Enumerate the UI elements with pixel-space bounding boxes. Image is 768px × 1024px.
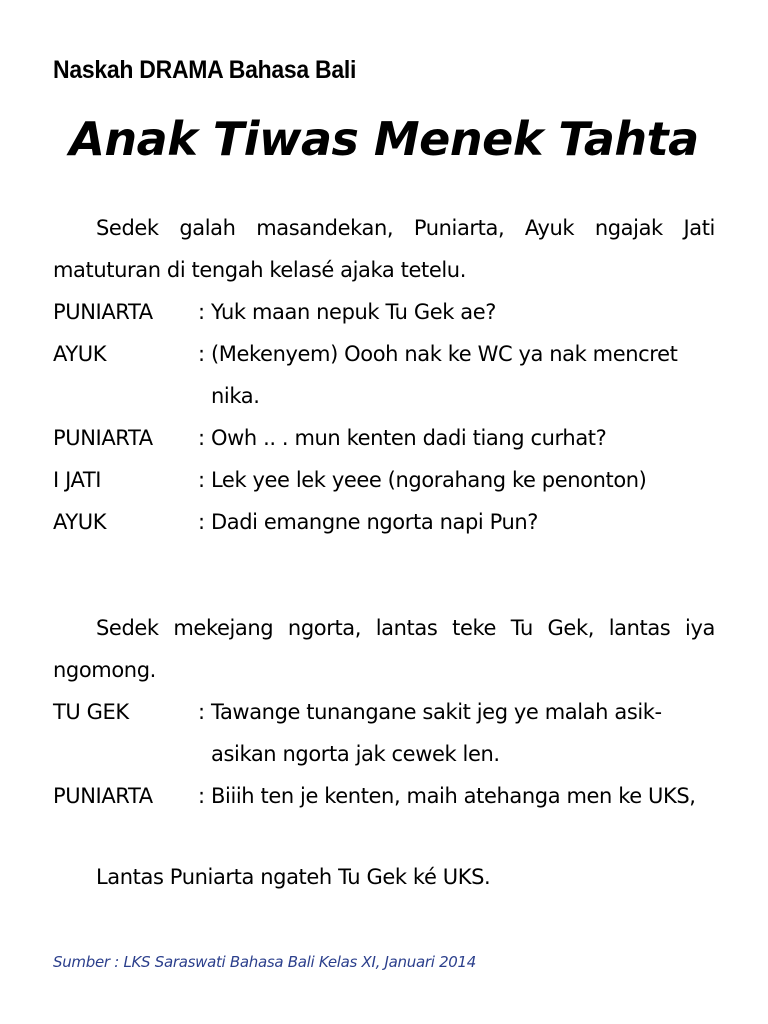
speech-line: asikan ngorta jak cewek len.	[211, 742, 500, 766]
speech-line: Lek yee lek yeee (ngorahang ke penonton)	[211, 468, 647, 492]
dialog-line	[53, 333, 715, 417]
drama-title: Anak Tiwas Menek Tahta	[69, 112, 699, 166]
speaker-name: PUNIARTA	[53, 300, 153, 324]
scene-1-narration: Sedek galah masandekan, Puniarta, Ayuk ngajak Jati matuturan di tengah kelasé ajaka tetelu.	[53, 216, 715, 282]
speech-line: Yuk maan nepuk Tu Gek ae?	[211, 300, 497, 324]
scene-3-narration: Lantas Puniarta ngateh Tu Gek ké UKS.	[96, 865, 491, 889]
dialog-line	[53, 501, 715, 543]
scene-2-narration: Sedek mekejang ngorta, lantas teke Tu Gek, lantas iya ngomong.	[53, 616, 715, 682]
speech-text	[211, 333, 715, 417]
speaker-colon: :	[198, 510, 205, 534]
speaker-colon: :	[198, 700, 205, 724]
speech-text	[211, 501, 715, 543]
speaker-name: PUNIARTA	[53, 426, 153, 450]
speaker-name: AYUK	[53, 510, 107, 534]
speech-line: nika.	[211, 384, 260, 408]
speaker-name: PUNIARTA	[53, 784, 153, 808]
scene-2	[53, 607, 715, 817]
dialog-line	[53, 691, 715, 775]
speech-line: (Mekenyem) Oooh nak ke WC ya nak mencret	[211, 342, 678, 366]
dialog-line	[53, 417, 715, 459]
speaker-name: TU GEK	[53, 700, 129, 724]
scene-3	[53, 856, 715, 898]
scene-1	[53, 207, 715, 543]
document-label: Naskah DRAMA Bahasa Bali	[53, 56, 357, 84]
speech-text	[211, 291, 715, 333]
speech-text	[211, 775, 715, 817]
speech-line: Biiih ten je kenten, maih atehanga men ke UKS,	[211, 784, 696, 808]
speech-text	[211, 459, 715, 501]
speaker-colon: :	[198, 784, 205, 808]
speech-line: Owh .. . mun kenten dadi tiang curhat?	[211, 426, 607, 450]
speaker-name: AYUK	[53, 342, 107, 366]
speaker-colon: :	[198, 300, 205, 324]
dialog-line	[53, 291, 715, 333]
dialog-line	[53, 775, 715, 817]
source-citation: Sumber : LKS Saraswati Bahasa Bali Kelas XI, Januari 2014	[53, 953, 477, 971]
speech-line: Dadi emangne ngorta napi Pun?	[211, 510, 539, 534]
speaker-colon: :	[198, 468, 205, 492]
speaker-name: I JATI	[53, 468, 102, 492]
speaker-colon: :	[198, 426, 205, 450]
speech-line: Tawange tunangane sakit jeg ye malah asik-	[211, 700, 662, 724]
speaker-colon: :	[198, 342, 205, 366]
dialog-line	[53, 459, 715, 501]
speech-text	[211, 691, 715, 775]
speech-text	[211, 417, 715, 459]
